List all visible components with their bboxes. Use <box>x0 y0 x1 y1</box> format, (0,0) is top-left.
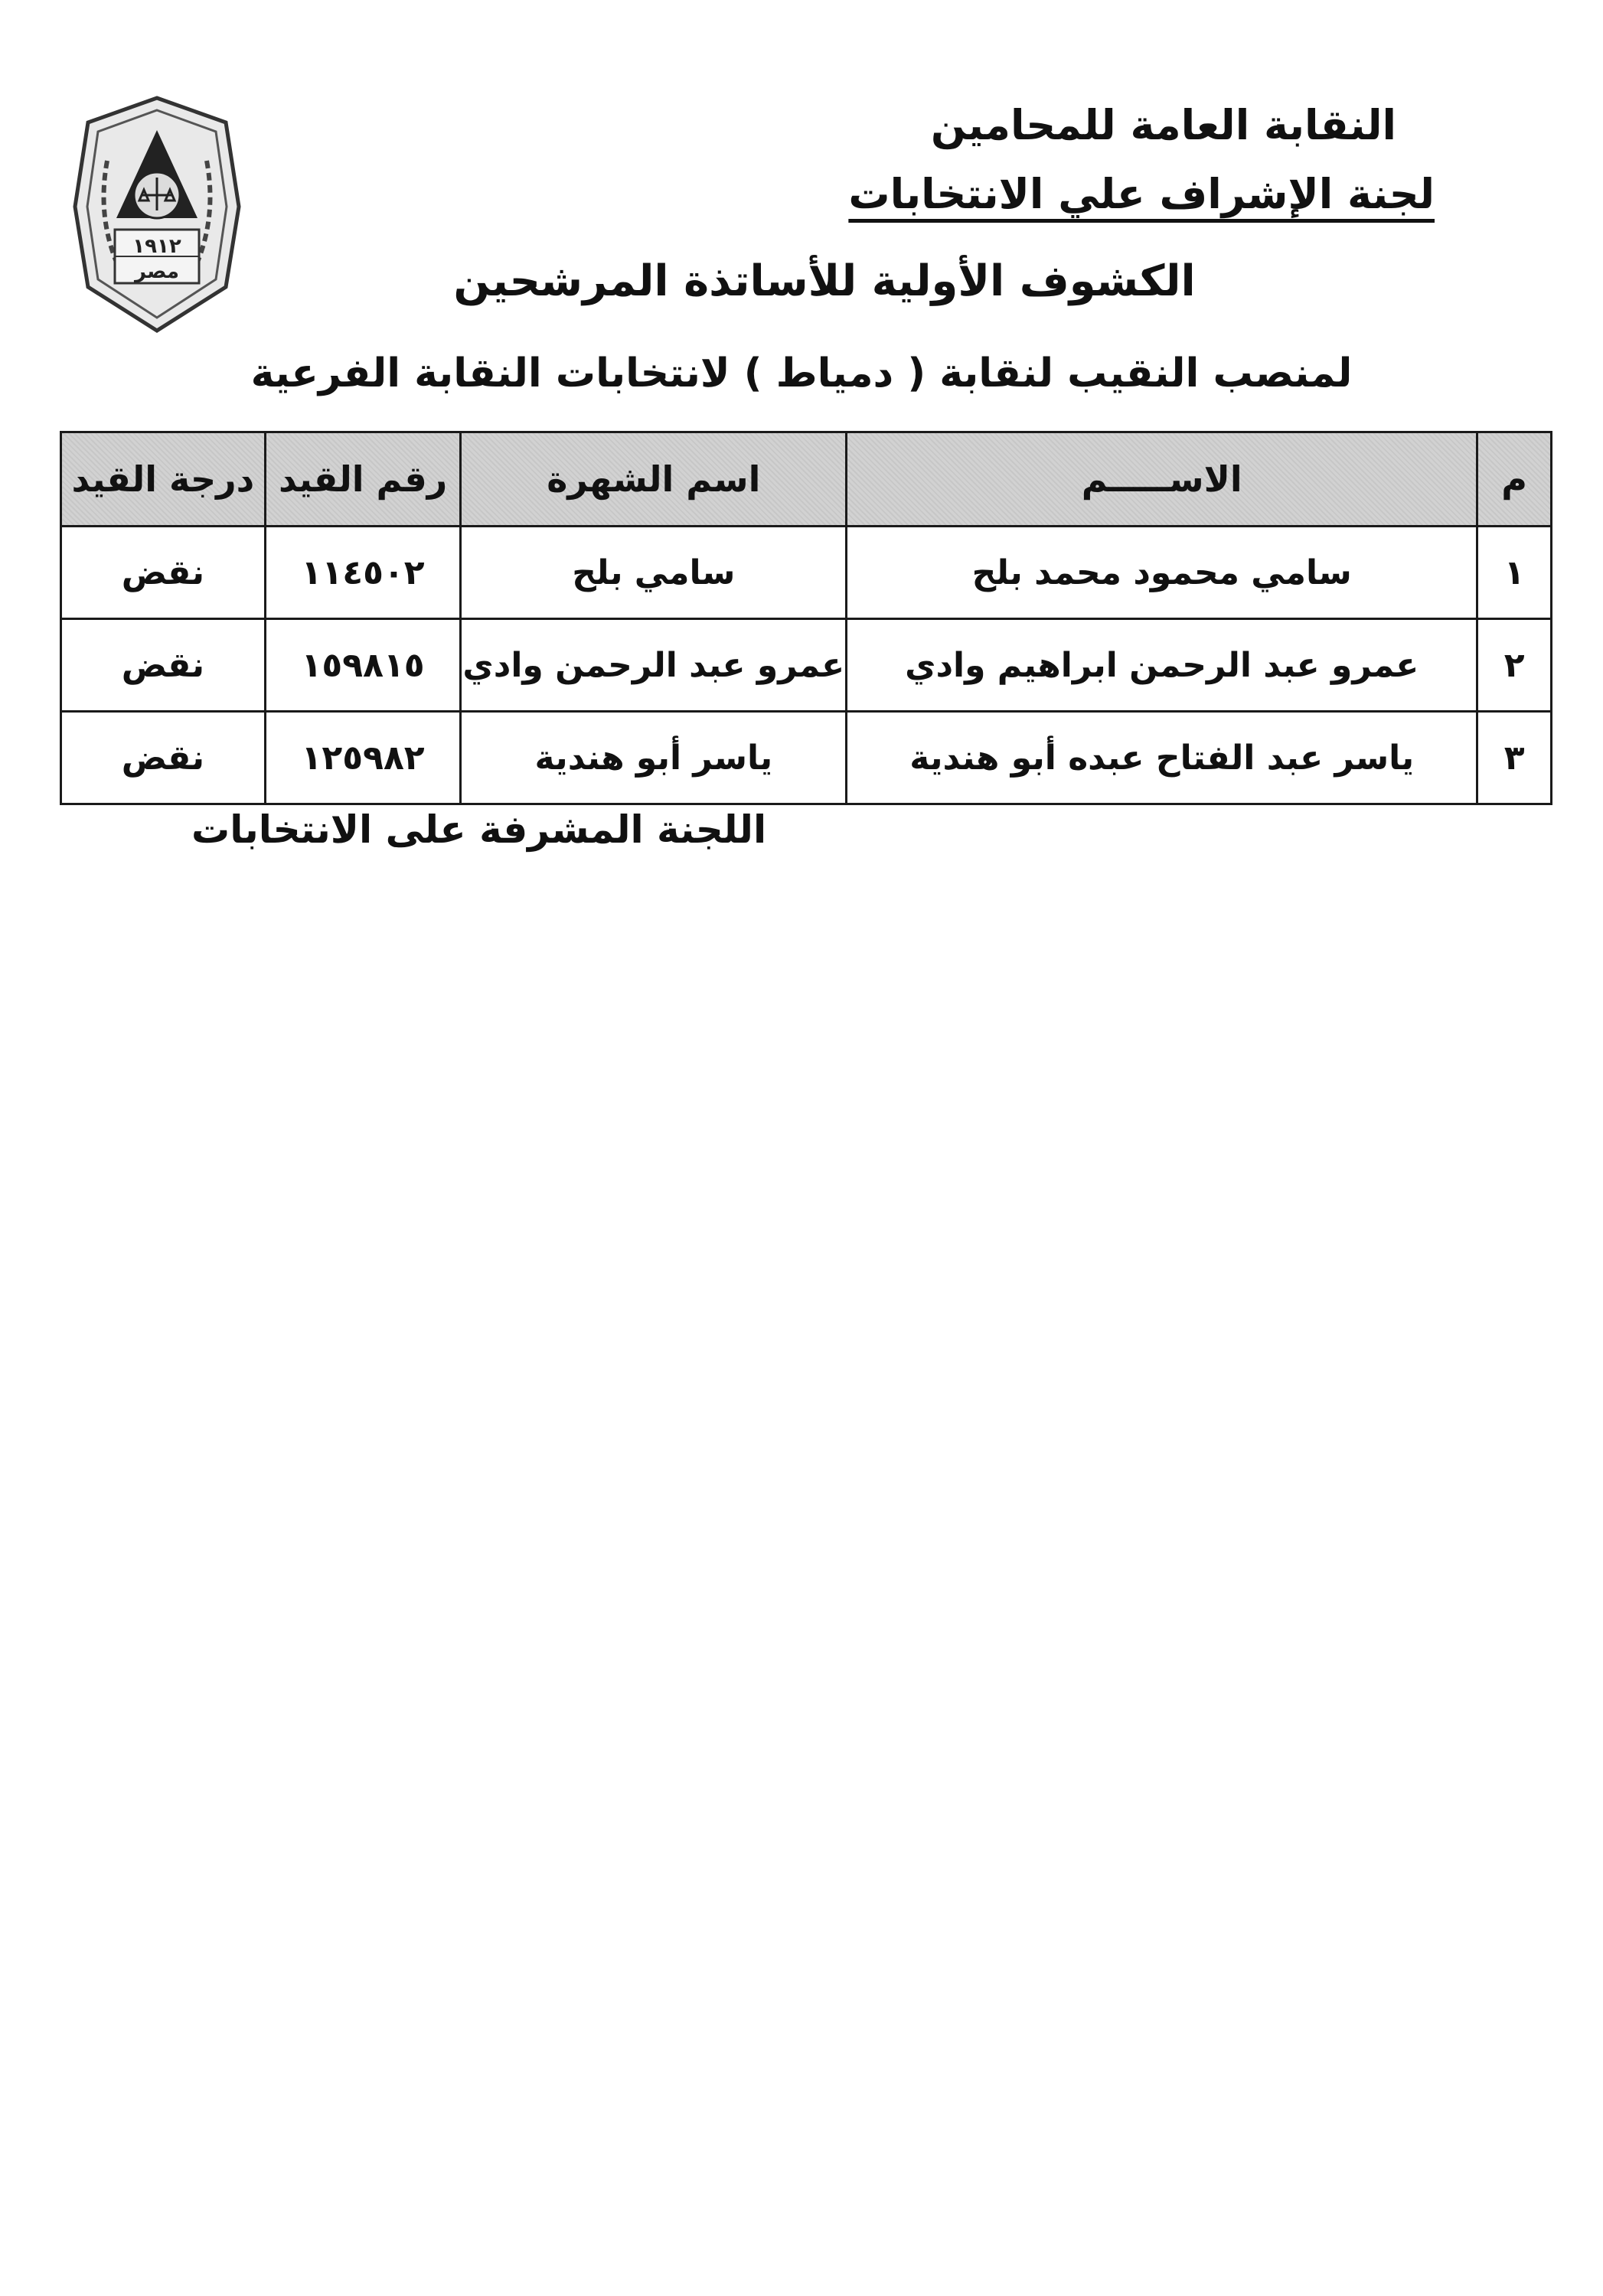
cell-index: ١ <box>1477 527 1552 619</box>
page-subtitle: لمنصب النقيب لنقابة ( دمياط ) لانتخابات النقابة الفرعية <box>250 351 1353 396</box>
table-row <box>61 619 1552 712</box>
cell-index: ٢ <box>1477 619 1552 712</box>
header-known-as: اسم الشهرة <box>461 432 847 527</box>
cell-registration-number: ١١٤٥٠٢ <box>265 527 461 619</box>
header-registration-number: رقم القيد <box>265 432 461 527</box>
cell-registration-grade: نقض <box>61 527 266 619</box>
cell-known-as: ياسر أبو هندية <box>461 712 847 804</box>
syndicate-name: النقابة العامة للمحامين <box>930 101 1396 149</box>
table-row <box>61 712 1552 804</box>
candidates-table <box>60 431 1552 805</box>
header-registration-grade: درجة القيد <box>61 432 266 527</box>
cell-known-as: عمرو عبد الرحمن وادي <box>461 619 847 712</box>
cell-index: ٣ <box>1477 712 1552 804</box>
cell-name: سامي محمود محمد بلح <box>847 527 1477 619</box>
seal-year: ١٩١٢ <box>132 235 181 258</box>
cell-registration-number: ١٥٩٨١٥ <box>265 619 461 712</box>
seal-country: مصر <box>135 260 179 283</box>
cell-name: ياسر عبد الفتاح عبده أبو هندية <box>847 712 1477 804</box>
table-header-row <box>61 432 1552 527</box>
page-title: الكشوف الأولية للأساتذة المرشحين <box>453 256 1196 306</box>
header-index: م <box>1477 432 1552 527</box>
cell-known-as: سامي بلح <box>461 527 847 619</box>
bar-association-seal-icon <box>61 92 253 344</box>
cell-registration-number: ١٢٥٩٨٢ <box>265 712 461 804</box>
cell-registration-grade: نقض <box>61 619 266 712</box>
header-name: الاســـــم <box>847 432 1477 527</box>
cell-name: عمرو عبد الرحمن ابراهيم وادي <box>847 619 1477 712</box>
committee-name: لجنة الإشراف علي الانتخابات <box>848 170 1435 218</box>
table-row <box>61 527 1552 619</box>
committee-signature: اللجنة المشرفة على الانتخابات <box>191 807 767 852</box>
cell-registration-grade: نقض <box>61 712 266 804</box>
seal-graphic <box>61 92 253 344</box>
